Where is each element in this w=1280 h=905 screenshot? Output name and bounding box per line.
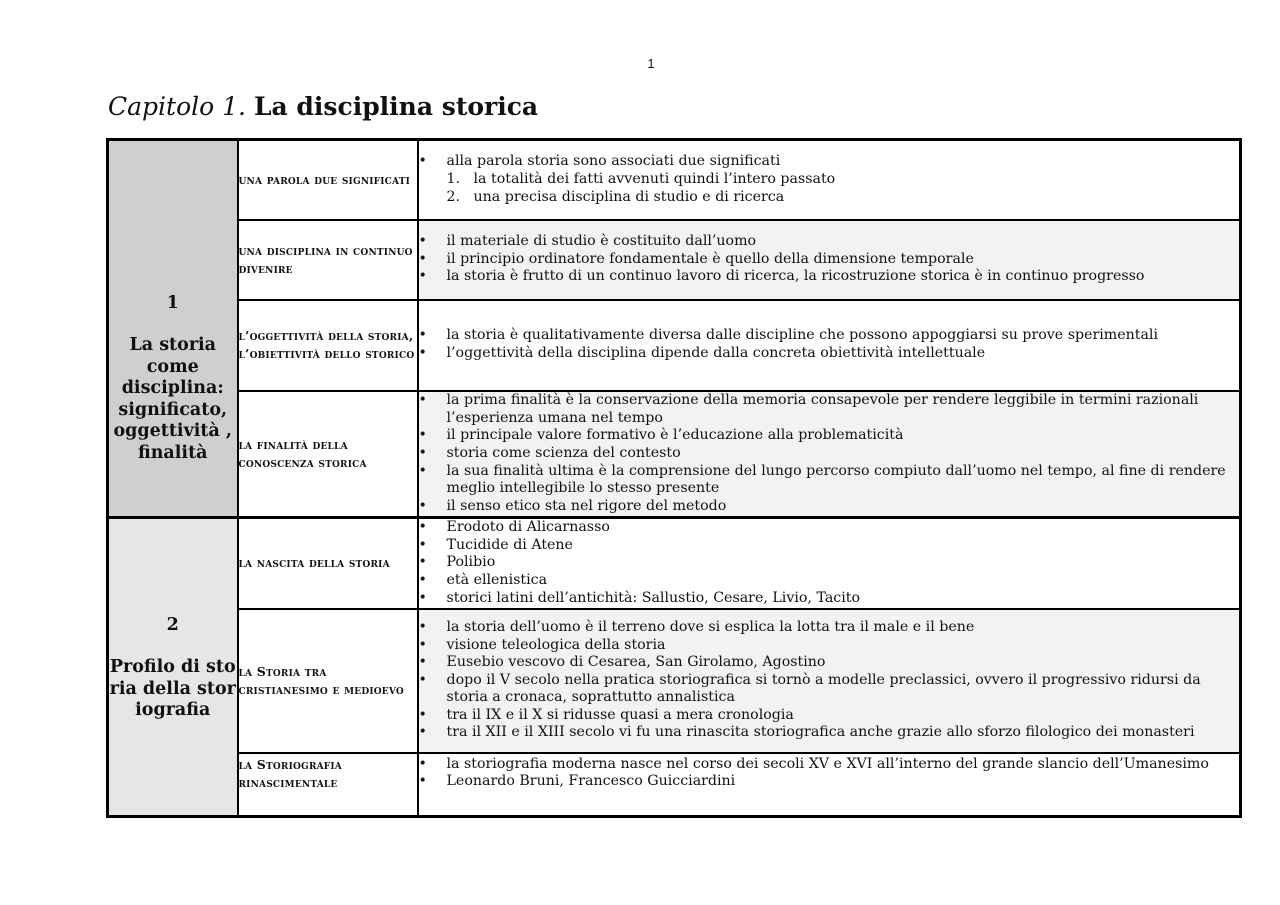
- section-2-cell: [108, 518, 238, 817]
- list-item: • la storia è frutto di un continuo lavoro di ricerca, la ricostruzione storica è in continuo progresso: [419, 268, 1240, 286]
- topic-content: [418, 140, 1241, 220]
- outline-table: [106, 138, 1242, 818]
- list-item: • la storia dell’uomo è il terreno dove si esplica la lotta tra il male e il bene: [419, 619, 1240, 637]
- topic-title: la nascita della storia: [238, 518, 418, 609]
- section-title: Profilo di storia della storiografia: [109, 657, 236, 720]
- topic-row: [108, 140, 1241, 220]
- list-item: 1. la totalità dei fatti avvenuti quindi l’intero passato: [446, 170, 836, 187]
- topic-content: [418, 609, 1241, 753]
- section-title: La storia come disciplina: significato, oggettività , finalità: [113, 335, 233, 463]
- list-item: • storici latini dell’antichità: Sallustio, Cesare, Livio, Tacito: [419, 590, 1240, 608]
- section-number: 2: [166, 614, 179, 635]
- list-item: • la prima finalità è la conservazione della memoria consapevole per rendere leggibile in termini razionali l’esperienza umana nel tempo: [419, 392, 1240, 427]
- list-item: • la sua finalità ultima è la comprensione del lungo percorso compiuto dall’uomo nel tempo, al fine di rendere meglio intellegibile lo stesso presente: [419, 463, 1240, 498]
- topic-row: [108, 609, 1241, 753]
- topic-title: l’oggettività della storia, l’obiettività dello storico: [238, 300, 418, 391]
- topic-row: [108, 220, 1241, 300]
- topic-row: [108, 518, 1241, 609]
- topic-title: una parola due significati: [238, 140, 418, 220]
- topic-content: [418, 753, 1241, 817]
- list-item: • visione teleologica della storia: [419, 637, 1240, 655]
- topic-title: una disciplina in continuo divenire: [238, 220, 418, 300]
- list-item: • l’oggettività della disciplina dipende dalla concreta obiettività intellettuale: [419, 345, 1240, 363]
- chapter-name: La disciplina storica: [253, 92, 539, 121]
- section-number: 1: [166, 292, 179, 313]
- list-item: • tra il IX e il X si ridusse quasi a mera cronologia: [419, 707, 1240, 725]
- topic-row: [108, 753, 1241, 817]
- list-item: • il materiale di studio è costituito dall’uomo: [419, 233, 1240, 251]
- topic-row: [108, 391, 1241, 518]
- list-item: • Eusebio vescovo di Cesarea, San Girolamo, Agostino: [419, 654, 1240, 672]
- topic-title: la finalità della conoscenza storica: [238, 391, 418, 518]
- topic-title: la Storiografia rinascimentale: [238, 753, 418, 817]
- topic-row: [108, 300, 1241, 391]
- list-item: • alla parola storia sono associati due significati: [419, 153, 1240, 171]
- chapter-prefix: Capitolo 1.: [108, 92, 246, 121]
- topic-content: [418, 300, 1241, 391]
- list-item: 2. una precisa disciplina di studio e di ricerca: [446, 188, 785, 205]
- page-number: 1: [647, 56, 655, 71]
- list-item: • il senso etico sta nel rigore del metodo: [419, 498, 1240, 516]
- list-item: • Tucidide di Atene: [419, 537, 1240, 555]
- topic-title: la Storia tra cristianesimo e medioevo: [238, 609, 418, 753]
- list-item: • età ellenistica: [419, 572, 1240, 590]
- list-item: • dopo il V secolo nella pratica storiografica si tornò a modelle preclassici, ovvero il progressivo ridursi da storia a cronaca, soprattutto annalistica: [419, 672, 1240, 707]
- list-item: • tra il XII e il XIII secolo vi fu una rinascita storiografica anche grazie allo sforzo filologico dei monasteri: [419, 724, 1240, 742]
- topic-content: [418, 518, 1241, 609]
- list-item: • la storiografia moderna nasce nel corso dei secoli XV e XVI all’interno del grande slancio dell’Umanesimo: [419, 756, 1240, 774]
- list-item: • storia come scienza del contesto: [419, 445, 1240, 463]
- list-item: • Leonardo Bruni, Francesco Guicciardini: [419, 773, 1240, 791]
- topic-content: [418, 220, 1241, 300]
- list-item: • Erodoto di Alicarnasso: [419, 519, 1240, 537]
- list-item: • la storia è qualitativamente diversa dalle discipline che possono appoggiarsi su prove sperimentali: [419, 327, 1240, 345]
- list-item: • il principale valore formativo è l’educazione alla problematicità: [419, 427, 1240, 445]
- topic-content: [418, 391, 1241, 518]
- chapter-title: [108, 92, 538, 121]
- section-1-cell: [108, 140, 238, 518]
- list-item: • Polibio: [419, 554, 1240, 572]
- list-item: • il principio ordinatore fondamentale è quello della dimensione temporale: [419, 251, 1240, 269]
